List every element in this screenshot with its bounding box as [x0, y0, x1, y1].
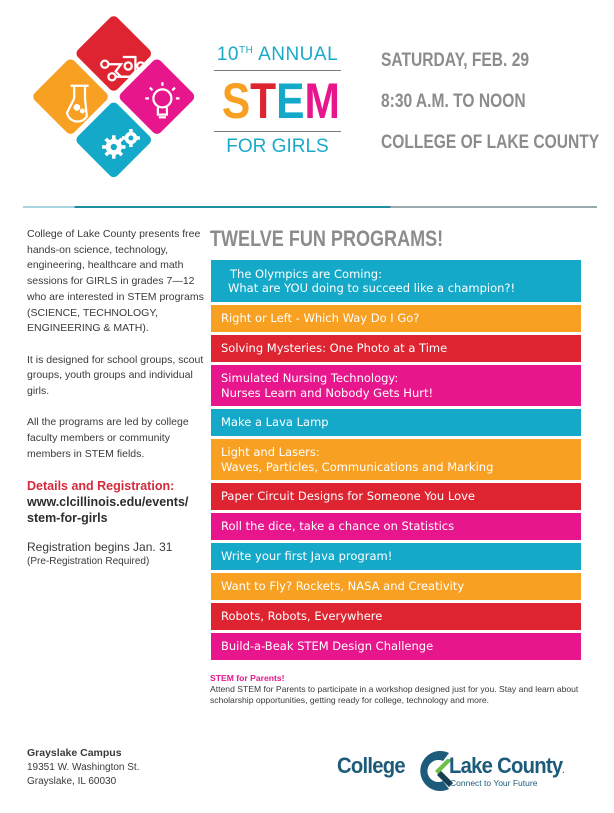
- program-subtitle: What are YOU doing to succeed like a champion?!: [228, 281, 516, 295]
- for-girls-label: FOR GIRLS: [226, 136, 329, 157]
- clc-emblem-icon: [419, 747, 453, 795]
- parents-body: Attend STEM for Parents to participate in a workshop designed just for you. Stay and learn about scholarship opportunities, getting ready for college, technology and more.: [210, 684, 579, 705]
- annual-suffix: TH: [238, 45, 254, 56]
- logo-word-lake-county-text: Lake County: [449, 753, 563, 778]
- stem-letter-t: T: [250, 73, 277, 129]
- program-title: Make a Lava Lamp: [221, 415, 329, 430]
- audience-paragraph: It is designed for school groups, scout groups, youth groups and individual girls.: [27, 353, 204, 398]
- program-item: [211, 483, 581, 510]
- title-rule-bottom: [214, 131, 341, 132]
- programs-list: [211, 260, 581, 663]
- parents-section: [210, 673, 600, 706]
- logo-word-college: College: [337, 753, 405, 778]
- program-title: Simulated Nursing Technology:: [221, 371, 399, 385]
- annual-word: ANNUAL: [258, 44, 339, 65]
- program-title: Roll the dice, take a chance on Statistics: [221, 519, 455, 534]
- parents-heading: STEM for Parents!: [210, 673, 285, 683]
- campus-address: [27, 746, 139, 790]
- campus-name: Grayslake Campus: [27, 747, 122, 759]
- logo-word-lake-county: [449, 753, 564, 779]
- section-divider: [23, 206, 597, 208]
- program-item: [211, 365, 581, 406]
- registration-link[interactable]: www.clcillinois.edu/events/ stem-for-girls: [27, 495, 189, 526]
- program-subtitle: Nurses Learn and Nobody Gets Hurt!: [221, 385, 434, 400]
- program-title: Build-a-Beak STEM Design Challenge: [221, 639, 434, 654]
- event-date: SATURDAY, FEB. 29: [381, 50, 530, 71]
- intro-paragraph: College of Lake County presents free hands-on science, technology, engineering, healthcare and math sessions for GIRLS in grades 7—12 who are interested in STEM programs (SCIENCE, TECHNOLOGY, ENGINEERING & MATH).: [27, 228, 204, 335]
- faculty-paragraph: All the programs are led by college faculty members or community members in STEM fields.: [27, 416, 189, 460]
- program-item: [211, 335, 581, 362]
- program-title: Write your first Java program!: [221, 549, 393, 564]
- event-location: COLLEGE OF LAKE COUNTY: [381, 132, 600, 153]
- program-item: [211, 633, 581, 660]
- program-item: [211, 409, 581, 436]
- program-title: Paper Circuit Designs for Someone You Love: [221, 489, 475, 504]
- campus-street: 19351 W. Washington St.: [27, 761, 140, 773]
- event-time: 8:30 A.M. TO NOON: [381, 91, 526, 112]
- stem-letter-s: S: [221, 73, 251, 129]
- program-subtitle: Waves, Particles, Communications and Marking: [221, 459, 494, 474]
- stem-wordmark: [220, 73, 340, 129]
- details-heading: Details and Registration:: [27, 479, 175, 494]
- annual-number: 10: [216, 44, 239, 65]
- event-title: [210, 40, 345, 158]
- program-item: [211, 573, 581, 600]
- program-title: The Olympics are Coming:: [230, 266, 382, 281]
- stem-letter-m: M: [304, 73, 340, 129]
- title-rule-top: [214, 70, 341, 71]
- program-item: [211, 305, 581, 332]
- event-info: [381, 50, 614, 173]
- preregistration-note: (Pre-Registration Required): [27, 556, 150, 568]
- program-title: Right or Left - Which Way Do I Go?: [221, 311, 420, 326]
- program-title: Solving Mysteries: One Photo at a Time: [221, 341, 448, 356]
- program-item: [211, 513, 581, 540]
- registration-date: Registration begins Jan. 31: [27, 540, 173, 555]
- logo-trademark: .: [562, 766, 564, 775]
- program-item: [211, 260, 581, 302]
- program-title: Light and Lasers:: [221, 445, 320, 459]
- annual-label: [210, 40, 345, 66]
- college-logo: [337, 747, 587, 797]
- program-item: [211, 439, 581, 480]
- program-title: Want to Fly? Rockets, NASA and Creativity: [221, 579, 465, 594]
- stem-diamond-logo: [22, 12, 202, 192]
- campus-city: Grayslake, IL 60030: [27, 776, 117, 787]
- logo-tagline: Connect to Your Future: [450, 778, 538, 788]
- programs-heading: TWELVE FUN PROGRAMS!: [210, 226, 444, 251]
- intro-column: [27, 227, 205, 569]
- program-item: [211, 543, 581, 570]
- program-item: [211, 603, 581, 630]
- stem-letter-e: E: [276, 73, 305, 129]
- program-title: Robots, Robots, Everywhere: [221, 609, 383, 624]
